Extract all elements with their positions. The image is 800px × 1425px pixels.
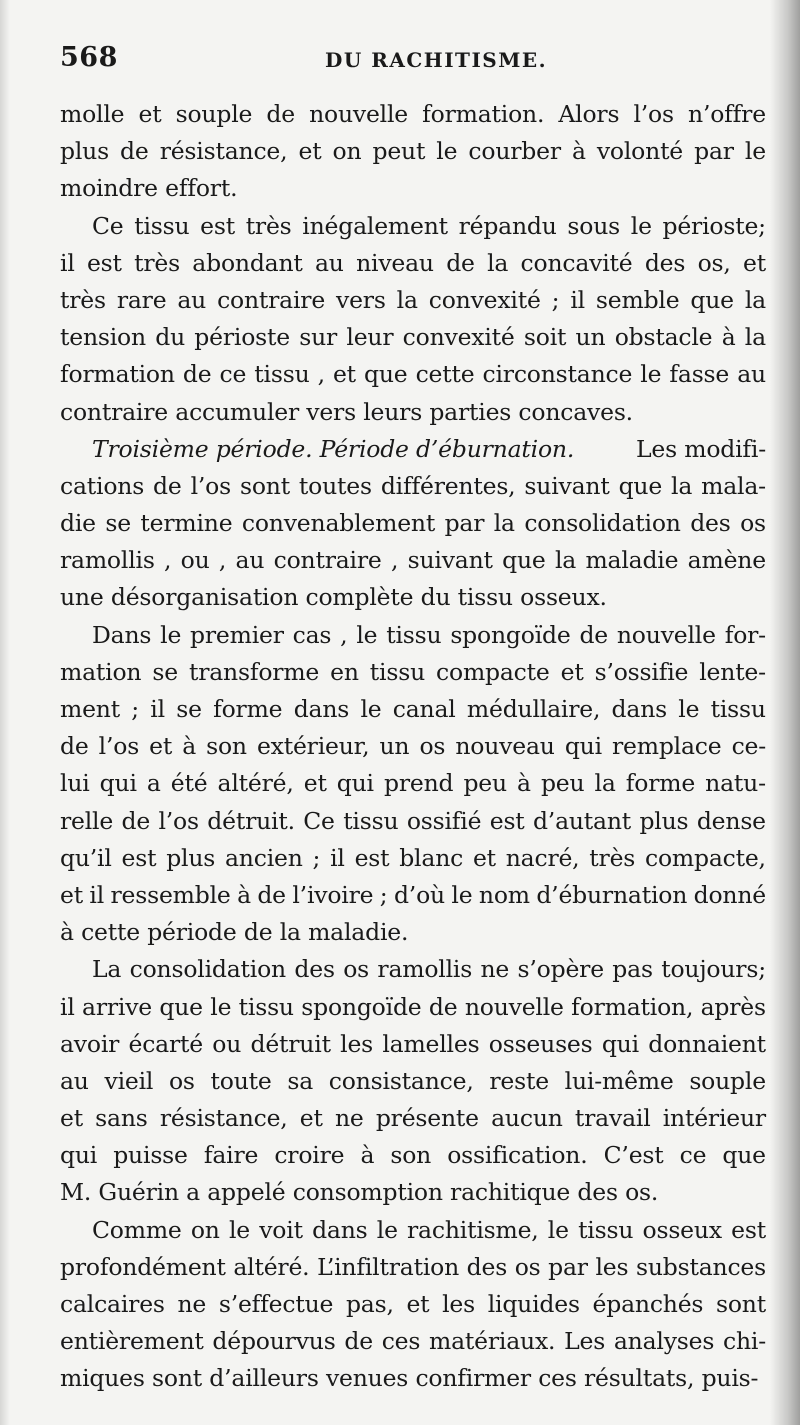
text-line	[60, 170, 766, 207]
text-line: ment ; il se forme dans le canal médullaire, dans le tissu	[60, 695, 766, 723]
text-line: et il ressemble à de l’ivoire ; d’où le nom d’éburnation donné	[60, 880, 766, 909]
text-line: qui puisse faire croire à son ossification. C’est ce que	[60, 1141, 766, 1170]
line-text: moindre effort.	[60, 174, 238, 203]
body-text	[60, 96, 766, 1398]
text-line: plus de résistance, et on peut le courber à volonté par le	[60, 137, 766, 166]
text-line: très rare au contraire vers la convexité ; il semble que la	[60, 285, 766, 314]
text-line: tension du périoste sur leur convexité soit un obstacle à la	[60, 323, 766, 352]
page-left-edge-shadow	[0, 0, 10, 1425]
line-text: M. Guérin a appelé consomption rachitique des os.	[60, 1178, 659, 1207]
text-line: avoir écarté ou détruit les lamelles osseuses qui donnaient	[60, 1029, 766, 1058]
text-line	[60, 1174, 766, 1211]
text-line: lui qui a été altéré, et qui prend peu à peu la forme natu-	[60, 769, 766, 798]
text-line: Dans le premier cas , le tissu spongoïde de nouvelle for-	[92, 620, 766, 649]
text-line: ramollis , ou , au contraire , suivant que la maladie amène	[60, 546, 766, 575]
page-gutter-shadow	[770, 0, 800, 1425]
text-line: profondément altéré. L’infiltration des os par les substances	[60, 1252, 766, 1281]
text-line: Comme on le voit dans le rachitisme, le tissu osseux est	[92, 1215, 766, 1244]
text-line: calcaires ne s’effectue pas, et les liquides épanchés sont	[60, 1290, 766, 1318]
page-number: 568	[60, 42, 118, 73]
text-line: cations de l’os sont toutes différentes, suivant que la mala-	[60, 471, 766, 500]
paragraph	[60, 951, 766, 1211]
running-head: DU RACHITISME.	[325, 48, 548, 72]
text-line: il arrive que le tissu spongoïde de nouvelle formation, après	[60, 992, 766, 1021]
line-text: Les modifi-	[636, 434, 766, 463]
text-line: mation se transforme en tissu compacte et s’ossifie lente-	[60, 657, 766, 686]
text-line: de l’os et à son extérieur, un os nouveau qui remplace ce-	[60, 732, 766, 761]
text-line	[60, 914, 766, 951]
paragraph	[60, 208, 766, 431]
page-header	[60, 42, 760, 82]
text-line	[60, 579, 766, 616]
line-text: à cette période de la maladie.	[60, 918, 409, 947]
line-text: miques sont d’ailleurs venues confirmer ces résultats, puis-	[60, 1364, 759, 1393]
text-line: qu’il est plus ancien ; il est blanc et nacré, très compacte,	[60, 843, 766, 872]
text-line: molle et souple de nouvelle formation. Alors l’os n’offre	[60, 100, 766, 128]
line-text: contraire accumuler vers leurs parties concaves.	[60, 397, 633, 426]
text-line	[60, 431, 766, 468]
text-line: et sans résistance, et ne présente aucun travail intérieur	[60, 1104, 766, 1133]
paragraph	[60, 431, 766, 617]
line-text: une désorganisation complète du tissu osseux.	[60, 583, 607, 612]
paragraph	[60, 96, 766, 208]
italic-heading: Troisième période. Période d’éburnation.	[92, 434, 575, 463]
text-line: die se termine convenablement par la consolidation des os	[60, 509, 766, 538]
text-line: au vieil os toute sa consistance, reste lui-même souple	[60, 1066, 766, 1095]
text-line	[60, 394, 766, 431]
text-line: il est très abondant au niveau de la concavité des os, et	[60, 248, 766, 277]
text-line: Ce tissu est très inégalement répandu sous le périoste;	[92, 211, 766, 240]
text-line: formation de ce tissu , et que cette circonstance le fasse au	[60, 360, 766, 389]
paragraph	[60, 1212, 766, 1398]
text-line: entièrement dépourvus de ces matériaux. Les analyses chi-	[60, 1327, 766, 1356]
text-line: relle de l’os détruit. Ce tissu ossifié est d’autant plus dense	[60, 806, 766, 835]
paragraph	[60, 617, 766, 952]
text-line: La consolidation des os ramollis ne s’opère pas toujours;	[92, 955, 766, 984]
text-line	[60, 1360, 766, 1397]
